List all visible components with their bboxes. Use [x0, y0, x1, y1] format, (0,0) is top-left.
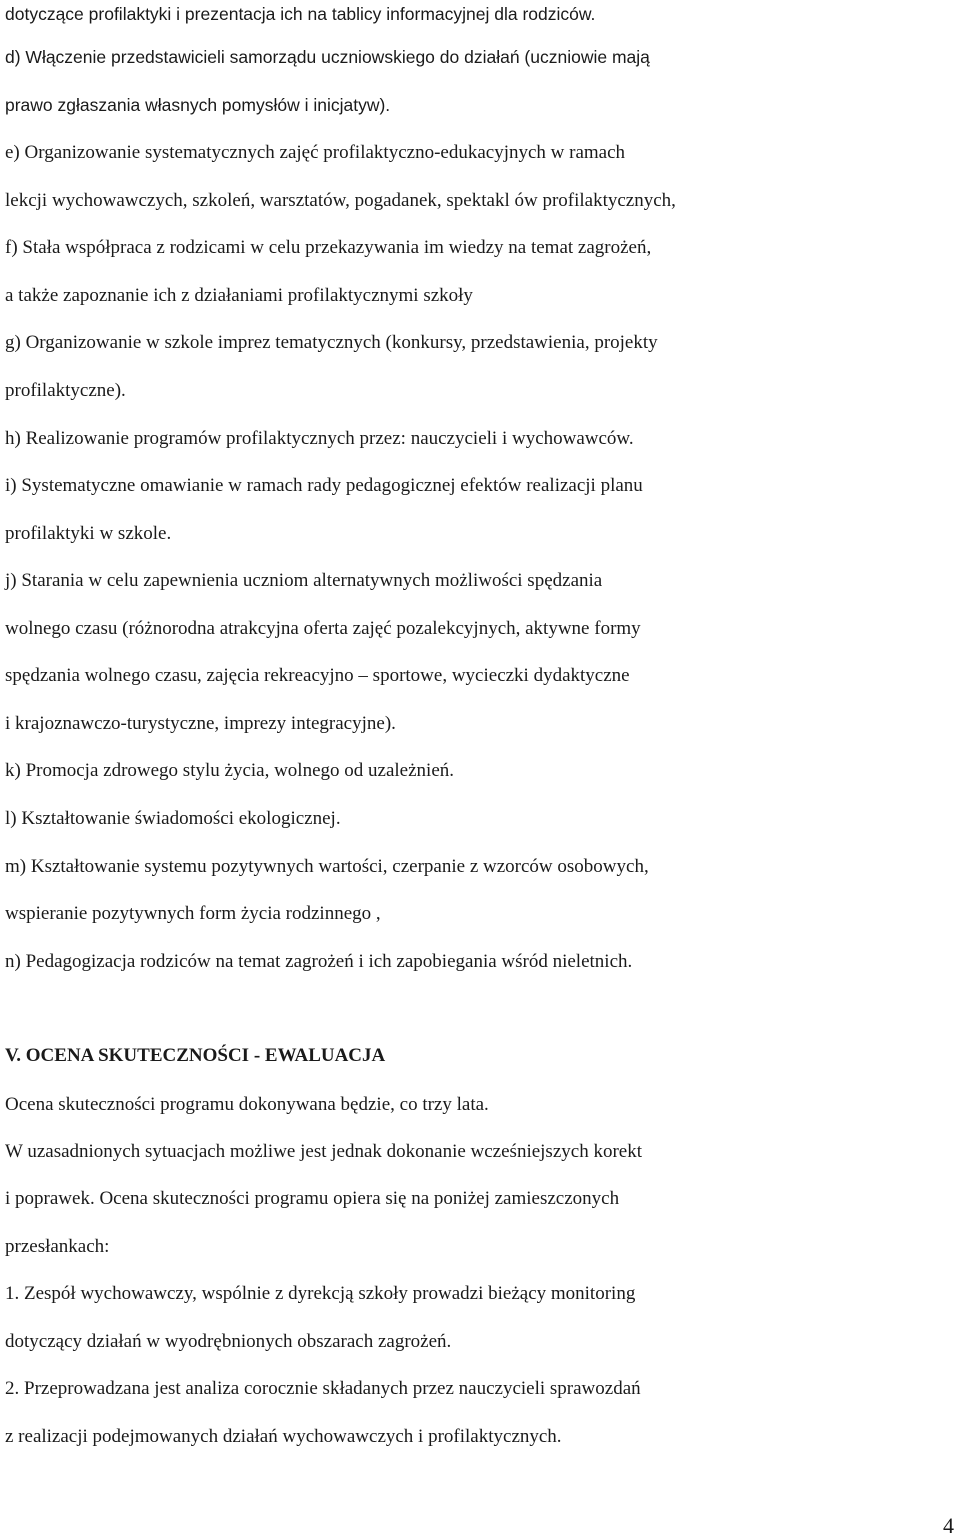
text-line: m) Kształtowanie systemu pozytywnych wartości, czerpanie z wzorców osobowych,: [5, 856, 649, 877]
text-line: W uzasadnionych sytuacjach możliwe jest jednak dokonanie wcześniejszych korekt: [5, 1141, 642, 1162]
text-line: 1. Zespół wychowawczy, wspólnie z dyrekcją szkoły prowadzi bieżący monitoring: [5, 1283, 636, 1304]
text-line: d) Włączenie przedstawicieli samorządu uczniowskiego do działań (uczniowie mają: [5, 47, 650, 67]
text-line: g) Organizowanie w szkole imprez tematycznych (konkursy, przedstawienia, projekty: [5, 332, 658, 353]
text-line: wolnego czasu (różnorodna atrakcyjna oferta zajęć pozalekcyjnych, aktywne formy: [5, 618, 641, 639]
text-line: dotyczący działań w wyodrębnionych obszarach zagrożeń.: [5, 1331, 452, 1352]
text-line: h) Realizowanie programów profilaktycznych przez: nauczycieli i wychowawców.: [5, 428, 634, 449]
text-line: f) Stała współpraca z rodzicami w celu przekazywania im wiedzy na temat zagrożeń,: [5, 237, 652, 258]
text-line: i) Systematyczne omawianie w ramach rady pedagogicznej efektów realizacji planu: [5, 475, 643, 496]
text-line: dotyczące profilaktyki i prezentacja ich na tablicy informacyjnej dla rodziców.: [5, 4, 596, 24]
text-line: przesłankach:: [5, 1236, 110, 1257]
section-heading: V. OCENA SKUTECZNOŚCI - EWALUACJA: [5, 1045, 386, 1066]
text-line: 2. Przeprowadzana jest analiza corocznie składanych przez nauczycieli sprawozdań: [5, 1378, 641, 1399]
text-line: e) Organizowanie systematycznych zajęć profilaktyczno-edukacyjnych w ramach: [5, 142, 626, 163]
text-line: i poprawek. Ocena skuteczności programu opiera się na poniżej zamieszczonych: [5, 1188, 620, 1209]
text-line: j) Starania w celu zapewnienia uczniom alternatywnych możliwości spędzania: [5, 570, 603, 591]
text-line: lekcji wychowawczych, szkoleń, warsztatów, pogadanek, spektakl ów profilaktycznych,: [5, 190, 676, 211]
text-line: z realizacji podejmowanych działań wychowawczych i profilaktycznych.: [5, 1426, 562, 1447]
text-line: a także zapoznanie ich z działaniami profilaktycznymi szkoły: [5, 285, 473, 306]
text-line: wspieranie pozytywnych form życia rodzinnego ,: [5, 903, 381, 924]
text-line: i krajoznawczo-turystyczne, imprezy integracyjne).: [5, 713, 396, 734]
text-line: profilaktyczne).: [5, 380, 126, 401]
text-line: spędzania wolnego czasu, zajęcia rekreacyjno – sportowe, wycieczki dydaktyczne: [5, 665, 630, 686]
text-line: profilaktyki w szkole.: [5, 523, 172, 544]
text-line: prawo zgłaszania własnych pomysłów i inicjatyw).: [5, 95, 391, 115]
text-line: n) Pedagogizacja rodziców na temat zagrożeń i ich zapobiegania wśród nieletnich.: [5, 951, 633, 972]
text-line: k) Promocja zdrowego stylu życia, wolnego od uzależnień.: [5, 760, 454, 781]
text-line: l) Kształtowanie świadomości ekologicznej.: [5, 808, 341, 829]
text-line: Ocena skuteczności programu dokonywana będzie, co trzy lata.: [5, 1094, 489, 1115]
page-number: 4: [943, 1513, 954, 1538]
